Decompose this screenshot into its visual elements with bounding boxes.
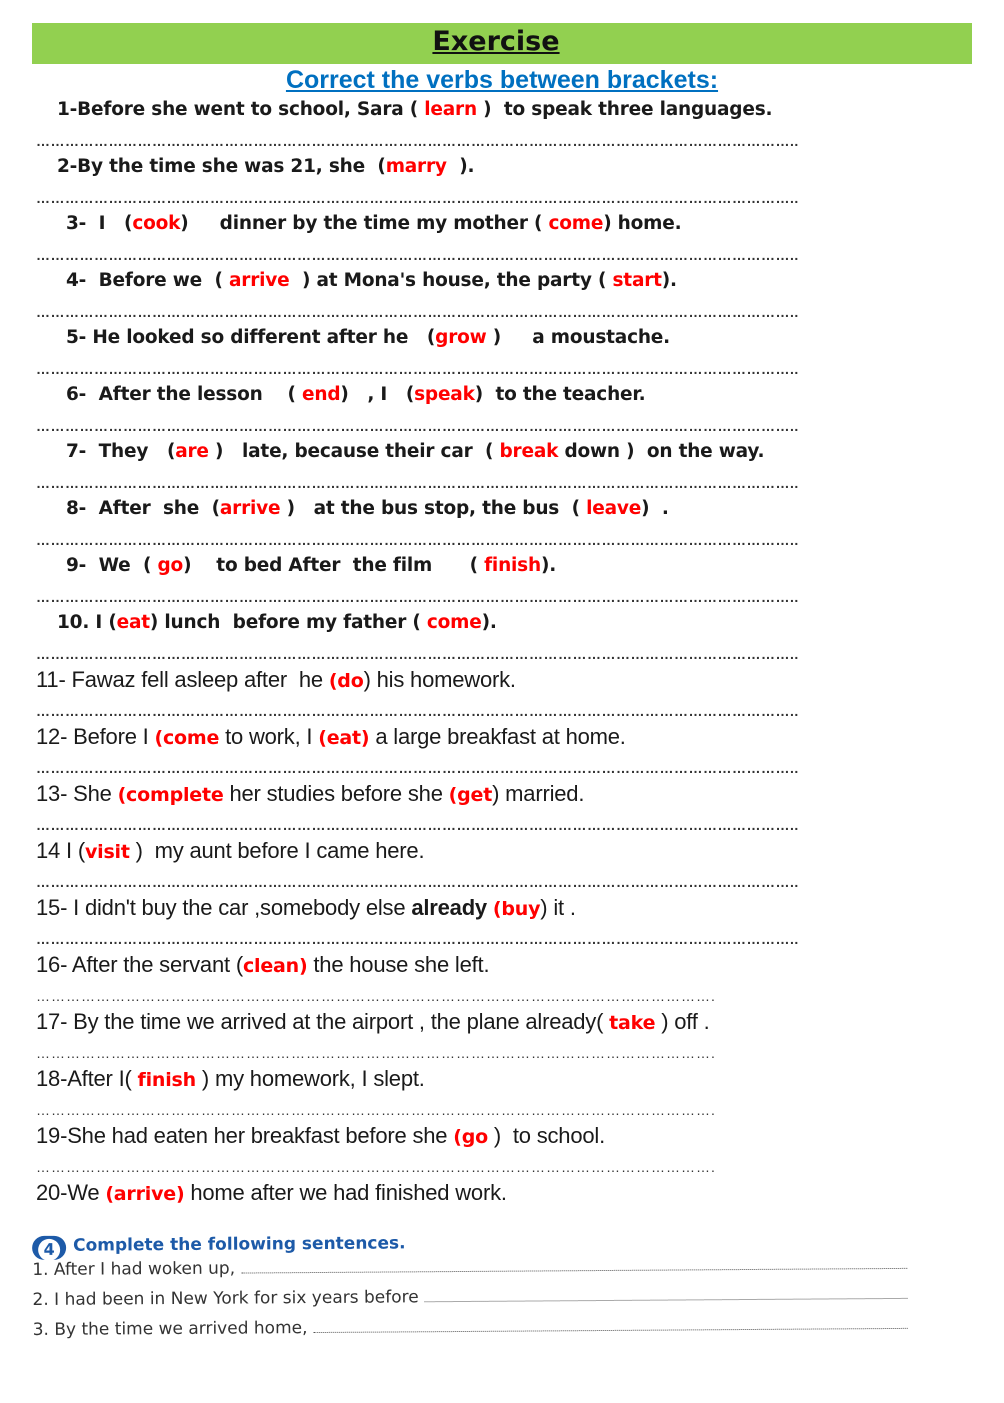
sentence-text: After the servant ( [67,952,243,977]
sentence-text: ). [540,555,557,576]
question-number: 10. [57,612,90,633]
question-line [66,553,556,579]
question-line [66,496,669,522]
sentence-text: a large breakfast at home. [369,724,626,749]
question-number: 16- [36,952,68,977]
question-number: 9- [66,555,87,576]
question-number: 14 [36,838,61,863]
sentence-text: She [67,781,118,806]
verb-in-brackets: finish [484,555,541,576]
sentence-text: ) off . [655,1009,710,1034]
question-number: 12- [36,724,68,749]
answer-line[interactable]: ………………………………………………………………………………………………………………………. [36,1102,716,1118]
verb-in-brackets: arrive [228,270,290,291]
answer-line[interactable]: ………………………………………………………………………………………………………………………. [36,1159,716,1175]
emphasis-word: already [411,895,487,920]
sentence-text: ) my aunt before I came here. [129,838,425,863]
sentence-text: ) to bed After the film ( [183,555,485,576]
verb-in-brackets: (do [328,670,364,692]
sentence-text: Fawaz fell asleep after he [65,667,329,692]
verb-in-brackets: learn [424,99,477,120]
question-number: 13- [36,781,68,806]
question-line [36,1123,605,1150]
answer-line[interactable]: ………………………………………………………………………………………………………………………………………….. [36,190,799,206]
complete-item [33,1314,908,1340]
verb-in-brackets: grow [435,327,487,348]
sentence-text: ) my homework, I slept. [196,1066,425,1091]
sentence-text: ) a moustache. [486,327,670,348]
question-line [36,1066,425,1093]
answer-line[interactable]: ………………………………………………………………………………………………………………………………………….. [36,361,799,377]
answer-line[interactable]: ………………………………………………………………………………………………………………………………………….. [36,760,799,776]
question-number: 19- [36,1123,68,1148]
sentence-text: Before I [67,724,155,749]
verb-in-brackets: break [499,441,559,462]
verb-in-brackets: (eat) [318,727,370,749]
verb-in-brackets: end [302,384,341,405]
sentence-text: ) to the teacher. [474,384,646,405]
question-number: 7- [66,441,87,462]
question-line [36,781,584,808]
sentence-text: Before she went to school, Sara ( [77,99,425,120]
verb-in-brackets: (arrive) [105,1183,185,1205]
verb-in-brackets: eat [116,612,150,633]
answer-line[interactable]: ………………………………………………………………………………………………………………………………………….. [36,703,799,719]
sentence-text: ) at the bus stop, the bus ( [280,498,587,519]
verb-in-brackets: are [175,441,209,462]
verb-in-brackets: marry [385,156,447,177]
question-line [66,439,764,465]
answer-line[interactable]: ………………………………………………………………………………………………………………………………………….. [36,247,799,263]
complete-item-text: 3. By the time we arrived home, [32,1318,308,1340]
complete-item-text: 1. After I had woken up, [32,1258,236,1280]
answer-line[interactable]: ………………………………………………………………………………………………………………………………………….. [36,418,799,434]
question-number: 3- [66,213,87,234]
verb-in-brackets: come [426,612,482,633]
verb-in-brackets: come [548,213,604,234]
verb-in-brackets: (buy [492,898,541,920]
verb-in-brackets: leave [586,498,642,519]
answer-line[interactable]: ………………………………………………………………………………………………………………………………………….. [36,532,799,548]
question-number: 6- [66,384,87,405]
sentence-text: He looked so different after he ( [86,327,436,348]
question-number: 8- [66,498,87,519]
sentence-text: her studies before she [223,781,449,806]
section-number: 4 [38,1239,60,1261]
answer-line[interactable]: ………………………………………………………………………………………………………………………………………….. [36,874,799,890]
verb-in-brackets: clean) [242,955,308,977]
sentence-text: By the time she was 21, she ( [77,156,386,177]
question-line [36,1180,507,1207]
question-number: 11- [36,667,66,692]
question-line [66,325,670,351]
sentence-text: ) late, because their car ( [208,441,500,462]
answer-line[interactable]: ………………………………………………………………………………………………………………………………………….. [36,589,799,605]
complete-item [32,1254,907,1280]
sentence-text: After the lesson ( [86,384,303,405]
question-number: 17- [36,1009,68,1034]
question-number: 15- [36,895,68,920]
sentence-text: After I( [67,1066,138,1091]
answer-line[interactable]: ………………………………………………………………………………………………………………………………………….. [36,646,799,662]
sentence-text: down ) on the way. [558,441,765,462]
sentence-text: After she ( [86,498,220,519]
sentence-text: ) his homework. [363,667,516,692]
sentence-text: home after we had finished work. [184,1180,507,1205]
question-number: 20- [36,1180,68,1205]
sentence-text: I ( [60,838,85,863]
question-line [57,154,474,180]
answer-line[interactable]: ………………………………………………………………………………………………………………………. [36,988,716,1004]
question-number: 4- [66,270,87,291]
sentence-text: ). [661,270,677,291]
sentence-text: ). [446,156,475,177]
sentence-text: Before we ( [86,270,229,291]
sentence-text: ) at Mona's house, the party ( [289,270,613,291]
question-line [66,211,681,237]
section-number-badge [32,1236,66,1260]
sentence-text: I ( [86,213,133,234]
page-title: Exercise [432,26,560,57]
sentence-text: ) . [641,498,669,519]
question-line [36,667,516,694]
sentence-text: ) lunch before my father ( [149,612,427,633]
question-number: 18- [36,1066,68,1091]
question-line [57,610,497,636]
verb-in-brackets: (get [448,784,493,806]
sentence-text: I ( [89,612,117,633]
verb-in-brackets: take [609,1012,656,1034]
sentence-text: ) to school. [487,1123,606,1148]
sentence-text: ) it . [540,895,576,920]
answer-line[interactable]: ………………………………………………………………………………………………………………………………………….. [36,931,799,947]
sentence-text: I didn't buy the car ,somebody else [67,895,412,920]
answer-blank[interactable] [241,1256,907,1274]
sentence-text: ). [481,612,497,633]
verb-in-brackets: (go [453,1126,488,1148]
question-line [36,724,626,751]
verb-in-brackets: (come [154,727,220,749]
question-line [36,838,424,865]
sentence-text: We ( [86,555,158,576]
sentence-text: ) dinner by the time my mother ( [180,213,549,234]
verb-in-brackets: speak [414,384,475,405]
answer-line[interactable]: ………………………………………………………………………………………………………………………………………….. [36,304,799,320]
question-number: 5- [66,327,87,348]
sentence-text: They ( [86,441,176,462]
sentence-text: By the time we arrived at the airport , the plane already( [67,1009,610,1034]
verb-in-brackets: start [612,270,662,291]
sentence-text: She had eaten her breakfast before she [67,1123,454,1148]
answer-line[interactable]: ………………………………………………………………………………………………………………………. [36,1045,716,1061]
sentence-text: ) married. [492,781,585,806]
question-line [66,382,646,408]
verb-in-brackets: visit [84,841,130,863]
sentence-text: the house she left. [307,952,490,977]
answer-line[interactable]: ………………………………………………………………………………………………………………………………………….. [36,475,799,491]
sentence-text: ) home. [603,213,682,234]
complete-item-text: 2. I had been in New York for six years before [32,1287,419,1310]
verb-in-brackets: (complete [117,784,224,806]
sentence-text: to work, I [219,724,319,749]
sentence-text: We [67,1180,106,1205]
question-number: 1- [57,99,78,120]
question-number: 2- [57,156,78,177]
complete-item [32,1284,907,1310]
answer-line[interactable]: ………………………………………………………………………………………………………………………………………….. [36,817,799,833]
instruction-heading: Correct the verbs between brackets: [285,66,719,94]
question-line [36,952,489,979]
verb-in-brackets: arrive [219,498,281,519]
section-title: Complete the following sentences. [73,1233,406,1256]
answer-line[interactable]: ………………………………………………………………………………………………………………………………………….. [36,133,799,149]
verb-in-brackets: finish [137,1069,196,1091]
verb-in-brackets: go [157,555,184,576]
question-line [36,1009,710,1036]
answer-blank[interactable] [425,1286,908,1302]
question-line [66,268,677,294]
complete-sentences-section [32,1224,913,1350]
sentence-text: ) to speak three languages. [476,99,773,120]
question-line [57,97,772,123]
answer-blank[interactable] [313,1316,907,1333]
sentence-text: ) , I ( [340,384,415,405]
question-line [36,895,576,922]
verb-in-brackets: cook [132,213,181,234]
